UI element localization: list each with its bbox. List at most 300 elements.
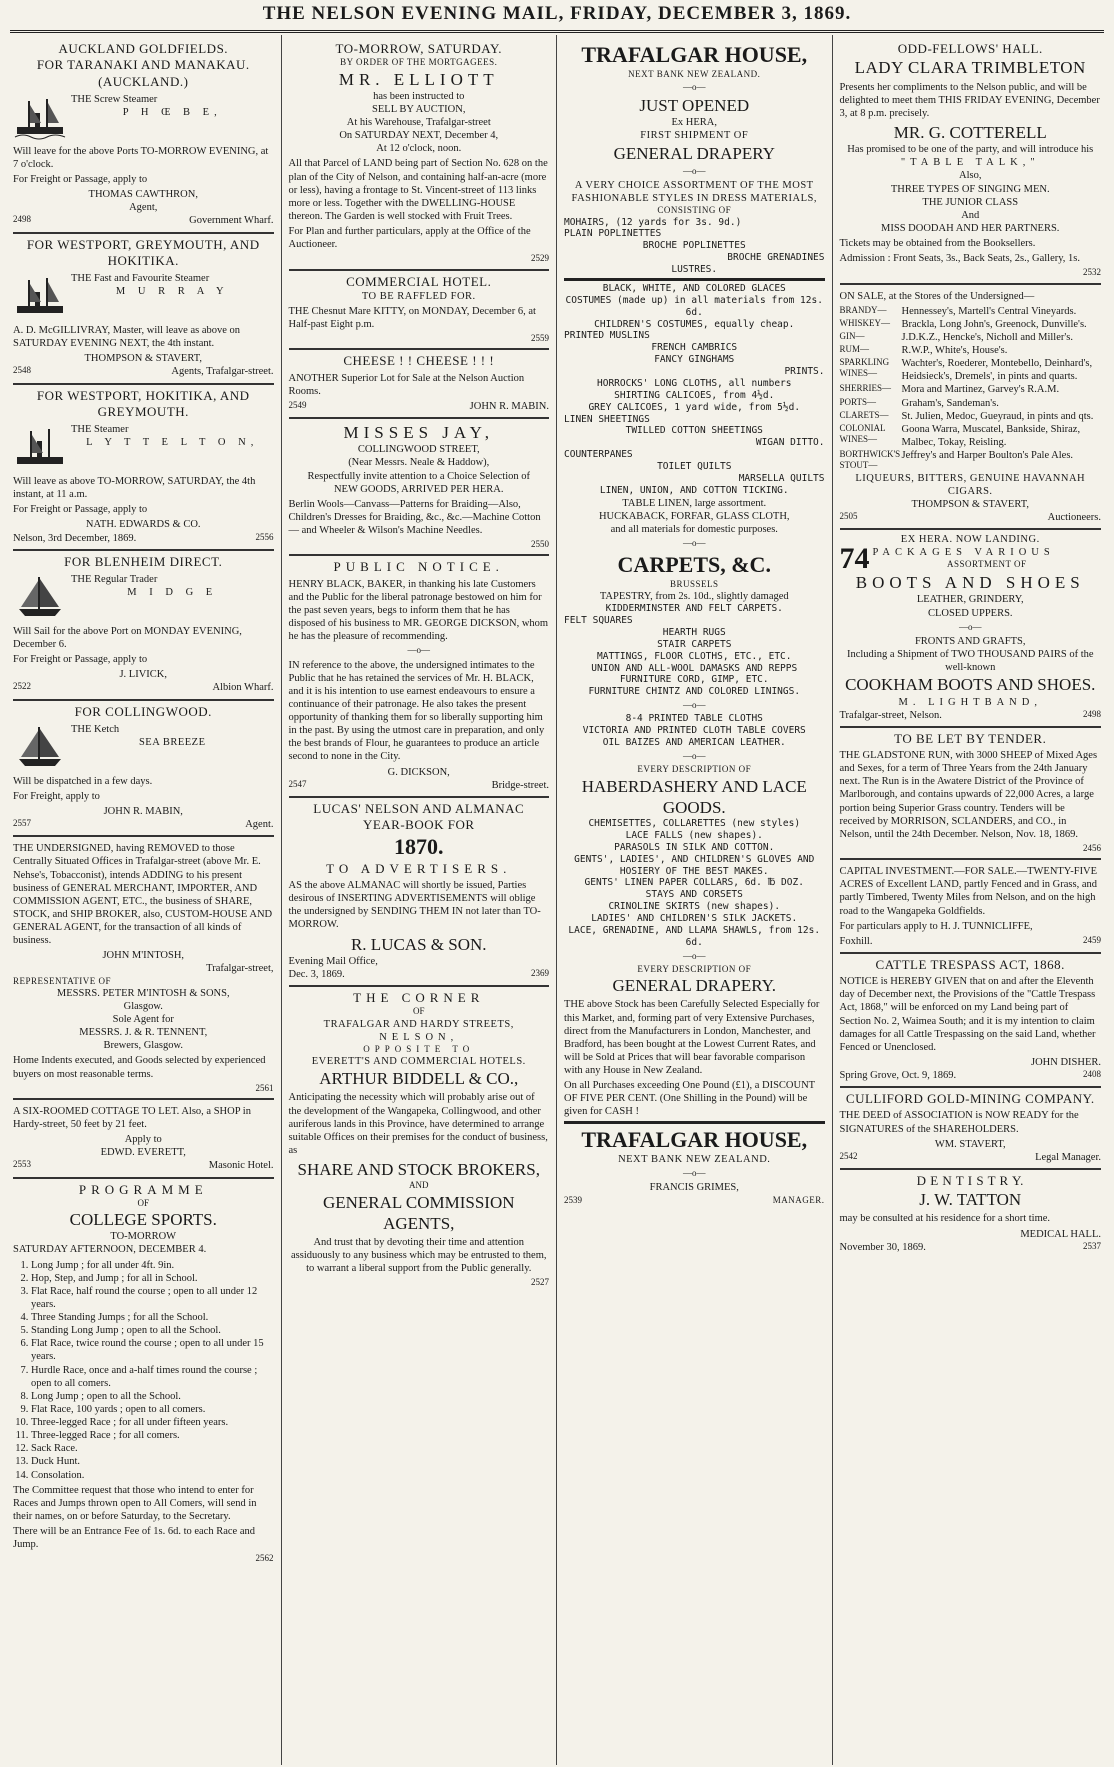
indents-text: Home Indents executed, and Goods selected by experienced buyers on most reasonable terms. <box>13 1055 266 1080</box>
boots-uppers: CLOSED UPPERS. <box>927 607 1013 619</box>
item-chintz: FURNITURE CHINTZ AND COLORED LININGS. <box>588 686 801 698</box>
boots-leather: LEATHER, GRINDERY, <box>916 594 1024 606</box>
ad-number: 2537 <box>1083 1240 1101 1251</box>
three-types: THREE TYPES OF SINGING MEN. <box>890 183 1050 195</box>
freight-text: For Freight or Passage, apply to <box>13 504 148 516</box>
ad-cheese <box>289 350 550 419</box>
ad-number: 2561 <box>255 1082 274 1093</box>
ad-number: 2539 <box>564 1194 582 1205</box>
separator: —o— <box>683 950 706 961</box>
sole-label: Sole Agent for <box>112 1014 174 1025</box>
column-1 <box>6 35 282 1765</box>
item-oil: OIL BAIZES AND AMERICAN LEATHER. <box>602 737 786 749</box>
ship-name: P H Œ B E, <box>122 106 222 118</box>
sole-firm: MESSRS. J. & R. TENNENT, <box>79 1027 208 1039</box>
boots-packages: PACKAGES VARIOUS <box>872 547 1055 559</box>
cattle-name: JOHN DISHER. <box>1030 1056 1101 1068</box>
event-item: 14. Consolation. <box>31 1469 274 1482</box>
advertisers-heading: TO ADVERTISERS. <box>326 860 512 876</box>
ad-midge <box>13 551 274 701</box>
firm-role2: GENERAL COMMISSION AGENTS, <box>322 1192 515 1233</box>
dentist-place: MEDICAL HALL. <box>1020 1228 1101 1240</box>
liquor-brands: R.W.P., White's, House's. <box>901 345 1008 356</box>
separator: —o— <box>683 165 706 176</box>
ad-commercial-hotel <box>289 271 550 351</box>
ad-number: 2498 <box>13 214 31 225</box>
item-union: UNION AND ALL-WOOL DAMASKS AND REPPS <box>591 662 798 674</box>
ad-tender <box>840 728 1102 860</box>
liqueurs: LIQUEURS, BITTERS, GENUINE HAVANNAH CIGARS. <box>855 472 1086 497</box>
cattle-body: NOTICE is HEREBY GIVEN that on and after the Eleventh day of December next, the Provisions of the "Cattle Trespass Act, 1868," will be enforced on my Land being part of Section No. 2, Waimea South; and it is my intention to claim damages for all Cattle Trespassing on the said Land, whether Fenced or Unenclosed. <box>839 976 1096 1053</box>
ad-cattle-trespass <box>840 954 1102 1088</box>
hall-heading: ODD-FELLOWS' HALL. <box>897 41 1043 56</box>
agent-address: Albion Wharf. <box>212 682 274 694</box>
liquor-kind: WHISKEY— <box>839 317 890 328</box>
freight-text: For Freight or Passage, apply to <box>13 654 148 666</box>
almanac-body: AS the above ALMANAC will shortly be issued, Parties desirous of INSERTING ADVERTISEMENTS will oblige the undersigned by SENDING THEM IN not later than TO-MORROW. <box>288 880 541 931</box>
liquor-row <box>840 344 1102 357</box>
item-ginghams: FANCY GINGHAMS <box>654 354 735 366</box>
capital-place: Foxhill. <box>839 935 873 947</box>
carpets-heading: CARPETS, &C. <box>617 552 771 578</box>
ad-number: 2556 <box>255 531 274 542</box>
ad-number: 2527 <box>531 1277 549 1288</box>
item-lustres: LUSTRES. <box>671 264 718 275</box>
boots-address: Trafalgar-street, Nelson. <box>839 709 942 721</box>
auction-instructed: has been instructed to <box>373 90 465 102</box>
ad-number: 2550 <box>531 539 549 550</box>
publisher-name: R. LUCAS & SON. <box>350 934 487 954</box>
liquor-brands: Wachter's, Roederer, Montebello, Deinhard's, Heidsieck's, Dremels', in pints and quarts. <box>901 358 1093 383</box>
item-muslins: PRINTED MUSLINS <box>564 330 650 342</box>
raffle-label: TO BE RAFFLED FOR. <box>361 290 476 302</box>
separator: —o— <box>407 645 430 656</box>
ad-lyttelton <box>13 385 274 551</box>
item-mohairs: MOHAIRS, (12 yards for 3s. 9d.) <box>564 216 742 228</box>
boots-including: Including a Shipment of TWO THOUSAND PAIRS of the well-known <box>846 649 1094 674</box>
ex-hera: Ex HERA, <box>671 117 717 129</box>
agent-name: J. LIVICK, <box>119 669 168 681</box>
column-3 <box>557 35 833 1765</box>
ad-number: 2562 <box>255 1553 274 1564</box>
route-heading: FOR COLLINGWOOD. <box>74 703 212 719</box>
ad-on-sale <box>840 285 1102 531</box>
item-felt: FELT SQUARES <box>564 615 633 626</box>
sports-date: SATURDAY AFTERNOON, DECEMBER 4. <box>13 1244 207 1256</box>
item-table: TABLE LINEN, large assortment. <box>622 497 767 509</box>
ad-number: 2557 <box>13 818 31 829</box>
opposite-label: OPPOSITE TO <box>363 1043 475 1054</box>
item-tapestry: TAPESTRY, from 2s. 10d., slightly damaged <box>599 591 789 602</box>
notice-name: G. DICKSON, <box>387 766 450 778</box>
event-item: 8. Long Jump ; open to all the School. <box>31 1390 274 1403</box>
ship-body: Will leave for the above Ports TO-MORROW EVENING, at 7 o'clock. <box>13 145 269 170</box>
star-promised: Has promised to be one of the party, and will introduce his <box>847 144 1094 156</box>
liquor-kind: GIN— <box>839 330 865 341</box>
separator: —o— <box>683 81 706 92</box>
culliford-body: THE DEED of ASSOCIATION is NOW READY for the SIGNATURES of the SHAREHOLDERS. <box>839 1110 1079 1135</box>
sailing-ship-icon <box>13 573 67 623</box>
column-2 <box>282 35 558 1765</box>
doodah: MISS DOODAH AND HER PARTNERS. <box>881 222 1060 234</box>
boots-count: 74 <box>839 542 870 576</box>
lady-body: Presents her compliments to the Nelson public, and will be delighted to meet them THIS FRIDAY EVENING, December 3, at 8 p.m. precisely. <box>839 81 1100 119</box>
liquor-kind: BORTHWICK'S STOUT— <box>839 449 901 471</box>
ad-number: 2559 <box>531 333 549 344</box>
ad-number: 2369 <box>531 967 549 978</box>
corner-city: NELSON, <box>379 1031 459 1043</box>
culliford-heading: CULLIFORD GOLD-MINING COMPANY. <box>845 1091 1095 1107</box>
auction-time: At 12 o'clock, noon. <box>376 143 462 155</box>
agent-name: JOHN R. MABIN, <box>103 806 183 817</box>
agent-address: Government Wharf. <box>189 215 274 227</box>
raffle-body: THE Chesnut Mare KITTY, on MONDAY, December 6, at Half-past Eight p.m. <box>288 305 536 330</box>
ad-public-notice <box>289 556 550 797</box>
item-plain: PLAIN POPLINETTES <box>564 228 662 240</box>
event-item: 10. Three-legged Race ; for all under fifteen years. <box>31 1416 274 1429</box>
liquor-row <box>840 318 1102 331</box>
ship-name: M I D G E <box>127 587 218 598</box>
item-cloths: 8-4 PRINTED TABLE CLOTHS <box>625 713 763 725</box>
event-item: 4. Three Standing Jumps ; for all the School. <box>31 1311 274 1324</box>
contact-address: Masonic Hotel. <box>208 1160 274 1172</box>
auction-plan: For Plan and further particulars, apply at the Office of the Auctioneer. <box>288 226 531 251</box>
boots-seller: M. LIGHTBAND, <box>898 696 1042 708</box>
ad-number: 2547 <box>288 778 307 789</box>
event-item: 13. Duck Hunt. <box>31 1455 274 1468</box>
item-shirting: SHIRTING CALICOES, from 4½d. <box>614 389 775 401</box>
item-cambrics: FRENCH CAMBRICS <box>651 342 738 354</box>
event-item: 11. Three-legged Race ; for all comers. <box>31 1429 274 1442</box>
ship-name: M U R R A Y <box>115 286 229 298</box>
item-shawls: LACE, GRENADINE, AND LLAMA SHAWLS, from 12s. 6d. <box>568 924 821 948</box>
ad-capital <box>840 860 1102 954</box>
ad-almanac <box>289 798 550 987</box>
item-wigan: WIGAN DITTO. <box>755 437 825 449</box>
every-label: EVERY DESCRIPTION OF <box>637 963 752 974</box>
sports-heading: COLLEGE SPORTS. <box>69 1210 217 1229</box>
firm-body: Anticipating the necessity which will probably arise out of the development of the Wangapeka, Collingwood, and other auriferous lands in this Province, have determined to arrange suitable Offices on their premises for the conduct of business, as <box>288 1092 548 1156</box>
ad-trafalgar-house <box>564 38 825 1210</box>
liquor-brands: Graham's, Sandeman's. <box>901 397 999 409</box>
liquor-kind: RUM— <box>839 344 870 354</box>
liquor-brands: Goona Warra, Muscatel, Bankside, Shiraz, Malbec, Tokay, Reisling. <box>901 423 1081 448</box>
almanac-date: Dec. 3, 1869. <box>288 968 345 980</box>
liquor-row <box>840 357 1102 383</box>
manager-role: MANAGER. <box>772 1194 825 1205</box>
seller-name: THOMPSON & STAVERT, <box>911 498 1029 510</box>
firm-trust: And trust that by devoting their time and attention assiduously to any business which may be entrusted to them, to warrant a liberal support from the Public generally. <box>291 1237 547 1275</box>
item-linen-sheet: LINEN SHEETINGS <box>564 413 650 425</box>
rep-city: Glasgow. <box>123 1000 163 1012</box>
event-item: 5. Standing Long Jump ; open to all the School. <box>31 1324 274 1337</box>
every-label: EVERY DESCRIPTION OF <box>637 764 752 775</box>
capital-body: CAPITAL INVESTMENT.—FOR SALE.—TWENTY-FIVE ACRES of Excellent LAND, partly Fenced and in Grass, and partly Timbered, Twenty Miles from Nelson, and on the high road to the Wangapeka Goldfields. <box>839 866 1098 917</box>
cattle-date: Spring Grove, Oct. 9, 1869. <box>839 1070 957 1081</box>
boots-cookham: COOKHAM BOOTS AND SHOES. <box>845 675 1096 695</box>
auction-where: At his Warehouse, Trafalgar-street <box>346 117 491 128</box>
ad-oddfellows <box>840 38 1102 285</box>
liquor-kind: COLONIAL WINES— <box>839 422 886 444</box>
item-jackets: LADIES' AND CHILDREN'S SILK JACKETS. <box>591 913 798 924</box>
liquor-kind: PORTS— <box>839 396 876 407</box>
liquor-row <box>840 397 1102 410</box>
shop-list: Berlin Wools—Canvass—Patterns for Braiding—Also, Children's Dresses for Braiding, &c., &c.—Machine Cotton — and Wheeler & Wilson's Machine Needles. <box>288 498 541 536</box>
event-item: 12. Sack Race. <box>31 1442 274 1455</box>
auction-body: All that Parcel of LAND being part of Section No. 628 on the plan of the City of Nelson, and containing half-an-acre (more or less), having a frontage to St. Vincent-street of 113 links more or less. Together with the DWELLING-HOUSE thereon. The Garden is well stocked with Fruit Trees. <box>288 158 548 222</box>
shop-body: Respectfully invite attention to a Choice Selection of <box>307 470 530 482</box>
also-label: Also, <box>959 170 982 182</box>
sole-city: Brewers, Glasgow. <box>103 1040 183 1052</box>
item-furniture: FURNITURE CORD, GIMP, ETC. <box>619 674 769 686</box>
boots-title: BOOTS AND SHOES <box>855 573 1085 593</box>
corner-hotels: EVERETT'S AND COMMERCIAL HOTELS. <box>311 1056 526 1067</box>
columns <box>6 35 1108 1765</box>
choice-assortment: A VERY CHOICE ASSORTMENT OF THE MOST FASHIONABLE STYLES IN DRESS MATERIALS, <box>571 180 817 205</box>
cheese-body: ANOTHER Superior Lot for Sale at the Nelson Auction Rooms. <box>288 372 525 397</box>
ad-number: 2553 <box>13 1159 31 1170</box>
item-kidder: KIDDERMINSTER AND FELT CARPETS. <box>605 603 783 615</box>
admission-text: Admission : Front Seats, 3s., Back Seats, 2s., Gallery, 1s. <box>839 253 1081 265</box>
consisting-label: CONSISTING OF <box>657 205 732 216</box>
auctioneer-name: MR. ELLIOTT <box>338 69 499 89</box>
liquor-brands: Brackla, Long John's, Greenock, Dunville's. <box>901 318 1087 330</box>
ad-misses-jay <box>289 419 550 556</box>
sports-fee: There will be an Entrance Fee of 1s. 6d. to each Race and Jump. <box>13 1526 255 1551</box>
item-glaces: BLACK, WHITE, AND COLORED GLACES <box>602 282 786 294</box>
dentist-body: may be consulted at his residence for a short time. <box>839 1213 1051 1225</box>
manager-name: FRANCIS GRIMES, <box>649 1182 739 1194</box>
liquor-row <box>840 383 1102 396</box>
item-stair: STAIR CARPETS <box>657 638 732 650</box>
route-heading: FOR TARANAKI AND MANAKAU. (AUCKLAND.) <box>36 57 250 89</box>
liquor-brands: Mora and Martinez, Garvey's R.A.M. <box>901 384 1060 396</box>
cattle-heading: CATTLE TRESPASS ACT, 1868. <box>875 956 1065 972</box>
divider <box>564 1121 825 1124</box>
capital-apply: For particulars apply to H. J. TUNNICLIFFE, <box>839 920 1033 932</box>
item-prints: PRINTS. <box>784 366 825 377</box>
liquor-row <box>840 449 1102 472</box>
ship-lead: THE Ketch <box>71 723 120 735</box>
shop-near: (Near Messrs. Neale & Haddow), <box>348 457 490 469</box>
almanac-line2: YEAR-BOOK FOR <box>362 817 475 832</box>
ship-body: A. D. McGILLIVRAY, Master, will leave as above on SATURDAY EVENING NEXT, the 4th instant. <box>13 325 241 350</box>
and-label: And <box>961 209 980 221</box>
discount-text: On all Purchases exceeding One Pound (£1), a DISCOUNT OF FIVE PER CENT. (One Shilling in the Pound) will be given for CASH ! <box>564 1080 815 1118</box>
general-drapery-2: GENERAL DRAPERY. <box>612 976 776 996</box>
dentist-name: J. W. TATTON <box>919 1190 1022 1210</box>
sports-when: TO-MORROW <box>110 1231 177 1243</box>
ad-number: 2408 <box>1083 1069 1101 1079</box>
freight-text: For Freight, apply to <box>13 790 100 802</box>
separator: —o— <box>683 1168 706 1179</box>
agent-address: Agents, Trafalgar-street. <box>171 366 274 378</box>
item-chemisettes: CHEMISETTES, COLLARETTES (new styles) <box>588 818 801 829</box>
just-opened: JUST OPENED <box>639 96 750 115</box>
item-brussels: BRUSSELS <box>669 578 719 589</box>
freight-text: For Freight or Passage, apply to <box>13 174 148 185</box>
divider <box>564 278 825 281</box>
sale-heading: ON SALE, at the Stores of the Undersigned— <box>839 290 1035 302</box>
corner-heading: THE CORNER <box>353 990 485 1005</box>
store-title: TRAFALGAR HOUSE, <box>581 42 808 67</box>
ad-number: 2459 <box>1083 934 1101 945</box>
ad-number: 2529 <box>531 253 549 264</box>
ad-sea-breeze <box>13 701 274 838</box>
event-item: 3. Flat Race, half round the course ; open to all under 12 years. <box>31 1285 274 1311</box>
ad-elliott-auction <box>289 38 550 271</box>
almanac-year: 1870. <box>394 834 444 860</box>
item-ticking: LINEN, UNION, AND COTTON TICKING. <box>599 484 789 496</box>
item-domestic: and all materials for domestic purposes. <box>610 523 778 535</box>
item-mattings: MATTINGS, FLOOR CLOTHS, ETC., ETC. <box>597 650 792 662</box>
auction-when: On SATURDAY NEXT, December 4, <box>339 130 499 142</box>
item-stays: STAYS AND CORSETS <box>645 889 743 901</box>
item-children: CHILDREN'S COSTUMES, equally cheap. <box>594 318 795 330</box>
steamer-icon <box>13 423 67 473</box>
rep-firm: MESSRS. PETER M'INTOSH & SONS, <box>56 987 230 999</box>
ship-lead: THE Regular Trader <box>71 573 158 585</box>
ship-name: L Y T T E L T O N, <box>86 437 259 449</box>
tickets-text: Tickets may be obtained from the Booksellers. <box>839 238 1036 249</box>
item-collars: GENTS' LINEN PAPER COLLARS, 6d. ℔ DOZ. <box>584 877 804 889</box>
event-item: 2. Hop, Step, and Jump ; for all in School. <box>31 1272 274 1285</box>
ad-college-sports <box>13 1179 274 1569</box>
sailing-ship-icon <box>13 723 67 773</box>
dentistry-heading: D E N T I S T R Y. <box>916 1172 1024 1188</box>
agent-name: THOMPSON & STAVERT, <box>84 353 202 365</box>
shop-goods: NEW GOODS, ARRIVED PER HERA. <box>333 483 504 495</box>
liquor-kind: CLARETS— <box>839 409 889 420</box>
liquor-brands: St. Julien, Medoc, Gueyraud, in pints and qts. <box>901 410 1094 422</box>
first-shipment: FIRST SHIPMENT OF <box>640 130 749 142</box>
notice-p2: IN reference to the above, the undersigned intimates to the Public that he has retained the services of Mr. H. BLACK, and it is his intention to use earnest endeavours to ensure a continuance of their patronage. He also takes the present opportunity of thanking them for so liberally supporting him in the past. By using the utmost care in preparation, and only the best brands of Flour, he guarantees to produce an article second to none in the City. <box>288 659 545 763</box>
steamer-icon <box>13 93 67 143</box>
culliford-name: WM. STAVERT, <box>934 1138 1006 1150</box>
ad-number: 2548 <box>13 365 31 376</box>
item-grey: GREY CALICOES, 1 yard wide, from 5½d. <box>588 401 801 413</box>
liquor-kind: SHERRIES— <box>839 383 892 394</box>
liquor-row <box>840 410 1102 423</box>
boots-fronts: FRONTS AND GRAFTS, <box>914 635 1026 647</box>
culliford-role: Legal Manager. <box>1035 1151 1101 1163</box>
liquor-brands: Hennessey's, Martell's Central Vineyards. <box>901 305 1077 317</box>
event-item: 9. Flat Race, 100 yards ; open to all comers. <box>31 1403 274 1416</box>
item-victoria: VICTORIA AND PRINTED CLOTH TABLE COVERS <box>582 725 806 737</box>
publisher-office: Evening Mail Office, <box>288 955 378 967</box>
ad-number: 2456 <box>1083 842 1101 853</box>
stock-text: THE above Stock has been Carefully Selected Especially for this Market, and, forming part of very Extensive Purchases, direct from the Manufacturers in London, Manchester, and Bradford, has been bought at the Lowest Current Rates, and will be Sold at Prices that will bear favorable comparison with any House in New Zealand. <box>564 999 820 1076</box>
liquor-row <box>840 305 1102 318</box>
cheese-heading: CHEESE ! ! CHEESE ! ! ! <box>343 353 495 369</box>
agent-name: NATH. EDWARDS & CO. <box>85 519 201 531</box>
item-grenadines: BROCHE GRENADINES <box>727 252 825 264</box>
almanac-line1: LUCAS' NELSON AND ALMANAC <box>313 800 525 816</box>
ship-body: Will be dispatched in a few days. <box>13 775 153 787</box>
ad-culliford <box>840 1088 1102 1170</box>
separator: —o— <box>959 621 982 632</box>
firm-role1: SHARE AND STOCK BROKERS, <box>297 1160 540 1179</box>
item-huckaback: HUCKABACK, FORFAR, GLASS CLOTH, <box>598 510 790 522</box>
of-label: OF <box>412 1006 425 1017</box>
store-title-2: TRAFALGAR HOUSE, <box>581 1126 808 1152</box>
route-heading: FOR WESTPORT, HOKITIKA, AND GREYMOUTH. <box>36 387 250 419</box>
ship-name: SEA BREEZE <box>138 736 206 748</box>
event-item: 1. Long Jump ; for all under 4ft. 9in. <box>31 1259 274 1272</box>
agent-address: Agent. <box>245 819 274 831</box>
agent-role: Agent, <box>129 202 158 214</box>
notice-heading: PUBLIC NOTICE. <box>333 559 504 575</box>
shop-heading: MISSES JAY, <box>343 423 494 442</box>
hotel-heading: COMMERCIAL HOTEL. <box>346 273 492 289</box>
liquor-row <box>840 331 1102 344</box>
general-drapery: GENERAL DRAPERY <box>613 143 775 163</box>
item-hearth: HEARTH RUGS <box>662 626 726 638</box>
ship-lead: THE Screw Steamer <box>71 93 158 105</box>
ship-body: Will Sail for the above Port on MONDAY EVENING, December 6. <box>13 625 242 650</box>
lady-name: LADY CLARA TRIMBLETON <box>854 58 1086 78</box>
liquor-brands: J.D.K.Z., Hencke's, Nicholl and Miller's. <box>901 331 1073 343</box>
ad-biddell <box>289 987 550 1293</box>
programme-title: PROGRAMME <box>78 1181 208 1197</box>
junior-class: THE JUNIOR CLASS <box>922 196 1019 208</box>
ad-number: 2498 <box>1083 708 1101 719</box>
ad-boots <box>840 530 1102 728</box>
merchant-name: JOHN M'INTOSH, <box>102 950 185 962</box>
star-name: MR. G. COTTERELL <box>893 122 1047 142</box>
rep-label: REPRESENTATIVE OF <box>13 975 112 986</box>
item-toilet: TOILET QUILTS <box>657 461 732 472</box>
sports-note: The Committee request that those who intend to enter for Races and Jumps thrown open to All Comers, will send in their names, on or before Saturday, to the Secretary. <box>13 1484 257 1522</box>
agent-name: THOMAS CAWTHRON, <box>88 189 198 201</box>
tender-heading: TO BE LET BY TENDER. <box>894 730 1047 746</box>
boots-assortment: ASSORTMENT OF <box>946 559 1027 570</box>
apply-label: Apply to <box>124 1134 162 1146</box>
event-item: 7. Hurdle Race, once and a-half times round the course ; open to all comers. <box>31 1364 274 1390</box>
item-gloves: GENTS', LADIES', AND CHILDREN'S GLOVES AND HOSIERY OF THE BEST MAKES. <box>574 853 815 877</box>
store-sub: NEXT BANK NEW ZEALAND. <box>628 68 761 79</box>
notice-p1: HENRY BLACK, BAKER, in thanking his late Customers and the Public for the liberal patronage bestowed on him for the past seven years, begs to inform them that he has disposed of his business to MR. GEORGE DICKSON, whom he has the pleasure of recommending. <box>288 578 549 643</box>
ship-lead: THE Fast and Favourite Steamer <box>71 273 210 284</box>
liquor-kind: BRANDY— <box>839 304 887 315</box>
corner-streets: TRAFALGAR AND HARDY STREETS, <box>323 1018 514 1030</box>
contact-name: EDWD. EVERETT, <box>100 1147 186 1159</box>
and-label: AND <box>409 1180 429 1191</box>
ad-body: THE UNDERSIGNED, having REMOVED to those Centrally Situated Offices in Trafalgar-street (above Mr. E. Nehse's, Tobacconist), intends ADDING to his present business of GENERAL MERCHANT, IMPORTER, AND COMMISSION AGENT, ETC., the business of SHARE, STOCK, and SHIP BROKER, also, CUSTOM-HOUSE AND GENERAL AGENT, for the transaction of all kinds of business. <box>13 843 273 947</box>
route-heading: FOR BLENHEIM DIRECT. <box>64 553 223 569</box>
item-costumes: COSTUMES (made up) in all materials from 12s. 6d. <box>565 294 823 318</box>
masthead: THE NELSON EVENING MAIL, FRIDAY, DECEMBER 3, 1869. <box>262 3 852 24</box>
sports-events <box>13 1259 274 1482</box>
merchant-street: Trafalgar-street, <box>206 963 274 975</box>
ad-number: 2532 <box>1083 267 1101 278</box>
section-heading: AUCKLAND GOLDFIELDS. <box>58 41 229 56</box>
table-talk: "TABLE TALK," <box>900 157 1040 169</box>
ad-body: A SIX-ROOMED COTTAGE TO LET. Also, a SHOP in Hardy-street, 50 feet by 21 feet. <box>13 1105 251 1130</box>
ad-number: 2522 <box>13 681 31 692</box>
dentist-date: November 30, 1869. <box>839 1241 926 1253</box>
of-label: OF <box>137 1197 149 1208</box>
separator: —o— <box>683 751 706 761</box>
event-item: 6. Flat Race, twice round the course ; open to all under 15 years. <box>31 1337 274 1363</box>
haberdashery-heading: HABERDASHERY AND LACE GOODS. <box>581 776 807 817</box>
ad-number: 2505 <box>839 510 858 521</box>
item-horrocks: HORROCKS' LONG CLOTHS, all numbers <box>597 377 792 389</box>
ship-body: Will leave as above TO-MORROW, SATURDAY, the 4th instant, at 11 a.m. <box>13 476 256 501</box>
ad-murray <box>13 234 274 385</box>
item-lace: LACE FALLS (new shapes). <box>625 829 763 841</box>
notice-address: Bridge-street. <box>491 779 549 791</box>
